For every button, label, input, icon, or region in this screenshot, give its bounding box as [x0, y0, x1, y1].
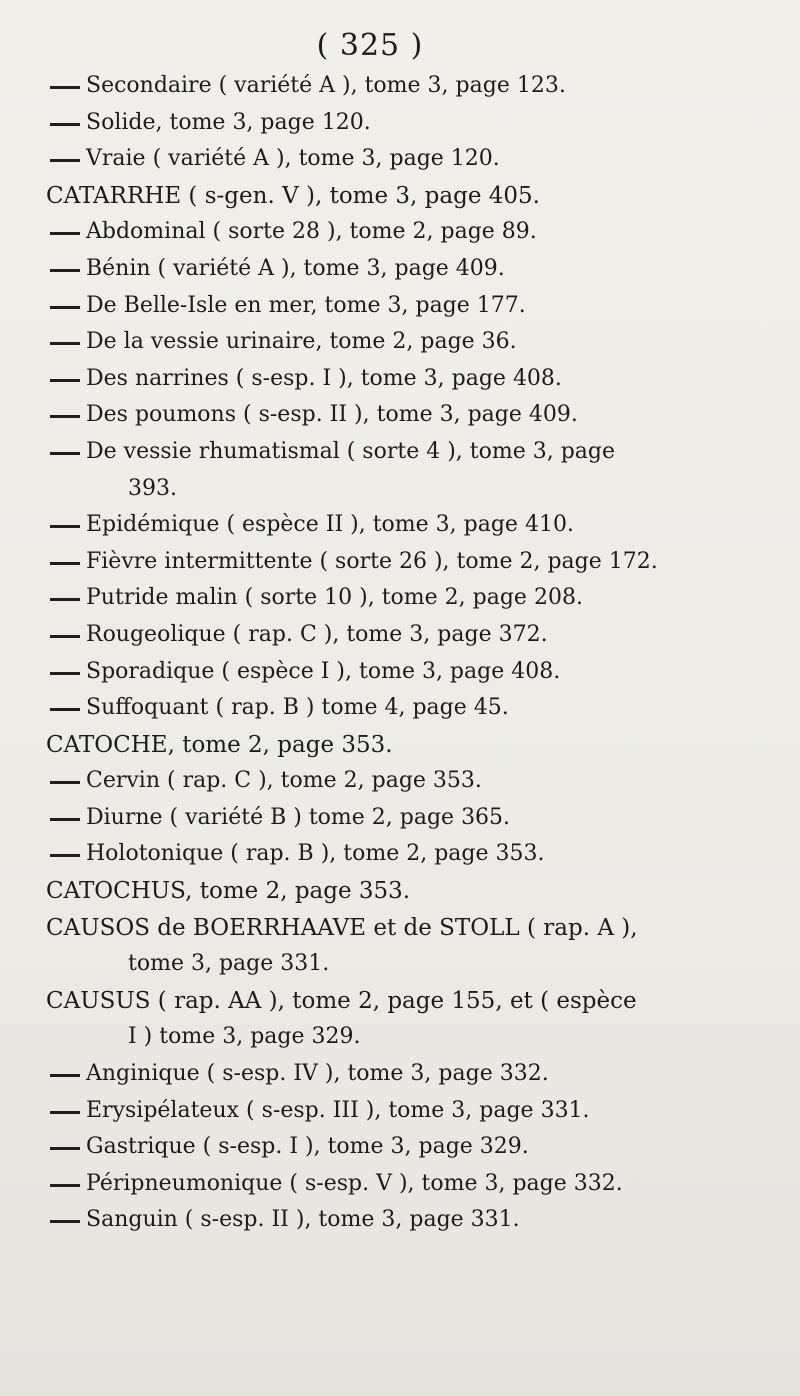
index-subentry	[46, 617, 766, 654]
entry-text: Anginique ( s-esp. IV ), tome 3, page 332.	[86, 1061, 549, 1087]
dash-mark	[50, 708, 80, 711]
dash-mark	[50, 1184, 80, 1187]
entry-text: Epidémique ( espèce II ), tome 3, page 410.	[86, 512, 574, 538]
index-subentry	[46, 507, 766, 544]
entry-text: I ) tome 3, page 329.	[128, 1024, 361, 1050]
entry-text: Abdominal ( sorte 28 ), tome 2, page 89.	[86, 219, 537, 245]
dash-mark	[50, 232, 80, 235]
index-heading	[46, 983, 766, 1020]
entry-text: Des poumons ( s-esp. II ), tome 3, page 409.	[86, 402, 578, 428]
index-subentry	[46, 654, 766, 691]
index-subentry	[46, 141, 766, 178]
index-subentry	[46, 1166, 766, 1203]
entry-text: 393.	[128, 475, 177, 501]
entry-text: Bénin ( variété A ), tome 3, page 409.	[86, 255, 505, 281]
dash-mark	[50, 1074, 80, 1077]
index-continuation	[46, 946, 766, 983]
dash-mark	[50, 525, 80, 528]
page-number: ( 325 )	[316, 28, 424, 63]
entry-text: tome 3, page 331.	[128, 951, 330, 977]
entry-text: Diurne ( variété B ) tome 2, page 365.	[86, 804, 511, 830]
index-heading	[46, 910, 766, 947]
entry-text: Secondaire ( variété A ), tome 3, page 123.	[86, 73, 566, 98]
entry-text: Solide, tome 3, page 120.	[86, 109, 371, 135]
index-subentry	[46, 800, 766, 837]
entry-text: Putride malin ( sorte 10 ), tome 2, page 208.	[86, 585, 583, 611]
entry-text: Holotonique ( rap. B ), tome 2, page 353.	[86, 841, 545, 867]
dash-mark	[50, 86, 80, 89]
dash-mark	[50, 342, 80, 345]
index-subentry	[46, 68, 766, 105]
entry-text: Des narrines ( s-esp. I ), tome 3, page 408.	[86, 365, 562, 391]
index-subentry	[46, 105, 766, 142]
entry-text: Erysipélateux ( s-esp. III ), tome 3, page 331.	[86, 1097, 590, 1123]
dash-mark	[50, 159, 80, 162]
index-subentry	[46, 836, 766, 873]
entry-text: De Belle-Isle en mer, tome 3, page 177.	[86, 292, 526, 318]
entry-text: Sanguin ( s-esp. II ), tome 3, page 331.	[86, 1207, 520, 1233]
dash-mark	[50, 562, 80, 565]
dash-mark	[50, 1220, 80, 1223]
entry-text: Cervin ( rap. C ), tome 2, page 353.	[86, 768, 482, 794]
entry-text: CATOCHUS, tome 2, page 353.	[46, 878, 411, 905]
dash-mark	[50, 306, 80, 309]
entry-text: CATARRHE ( s-gen. V ), tome 3, page 405.	[46, 182, 540, 209]
dash-mark	[50, 415, 80, 418]
index-subentry	[46, 1202, 766, 1239]
index-heading	[46, 178, 766, 215]
entry-text: Vraie ( variété A ), tome 3, page 120.	[86, 146, 500, 172]
index-subentry	[46, 544, 766, 581]
index-subentry	[46, 251, 766, 288]
dash-mark	[50, 818, 80, 821]
dash-mark	[50, 598, 80, 601]
dash-mark	[50, 452, 80, 455]
dash-mark	[50, 1147, 80, 1150]
index-continuation	[46, 471, 766, 508]
entry-text: CAUSUS ( rap. AA ), tome 2, page 155, et ( espèce	[46, 987, 637, 1014]
entry-text: Gastrique ( s-esp. I ), tome 3, page 329.	[86, 1134, 529, 1160]
entry-text: De la vessie urinaire, tome 2, page 36.	[86, 329, 517, 355]
entry-text: Sporadique ( espèce I ), tome 3, page 408.	[86, 658, 561, 684]
index-heading	[46, 873, 766, 910]
dash-mark	[50, 854, 80, 857]
dash-mark	[50, 672, 80, 675]
entry-text: Fièvre intermittente ( sorte 26 ), tome 2, page 172.	[86, 548, 658, 574]
index-subentry	[46, 1093, 766, 1130]
index-subentry	[46, 1129, 766, 1166]
index-entry-list	[46, 68, 766, 1239]
entry-text: Suffoquant ( rap. B ) tome 4, page 45.	[86, 695, 509, 721]
index-subentry	[46, 434, 766, 471]
index-subentry	[46, 288, 766, 325]
entry-text: CATOCHE, tome 2, page 353.	[46, 731, 393, 758]
index-subentry	[46, 763, 766, 800]
index-subentry	[46, 1056, 766, 1093]
dash-mark	[50, 1111, 80, 1114]
index-subentry	[46, 214, 766, 251]
entry-text: Péripneumonique ( s-esp. V ), tome 3, page 332.	[86, 1170, 623, 1196]
entry-text: CAUSOS de BOERRHAAVE et de STOLL ( rap. A ),	[46, 914, 638, 941]
dash-mark	[50, 123, 80, 126]
entry-text: De vessie rhumatismal ( sorte 4 ), tome 3, page	[86, 438, 616, 464]
dash-mark	[50, 269, 80, 272]
index-continuation	[46, 1019, 766, 1056]
index-subentry	[46, 690, 766, 727]
index-subentry	[46, 361, 766, 398]
index-heading	[46, 727, 766, 764]
index-subentry	[46, 580, 766, 617]
dash-mark	[50, 379, 80, 382]
index-subentry	[46, 324, 766, 361]
dash-mark	[50, 781, 80, 784]
entry-text: Rougeolique ( rap. C ), tome 3, page 372.	[86, 621, 548, 647]
dash-mark	[50, 635, 80, 638]
index-subentry	[46, 397, 766, 434]
